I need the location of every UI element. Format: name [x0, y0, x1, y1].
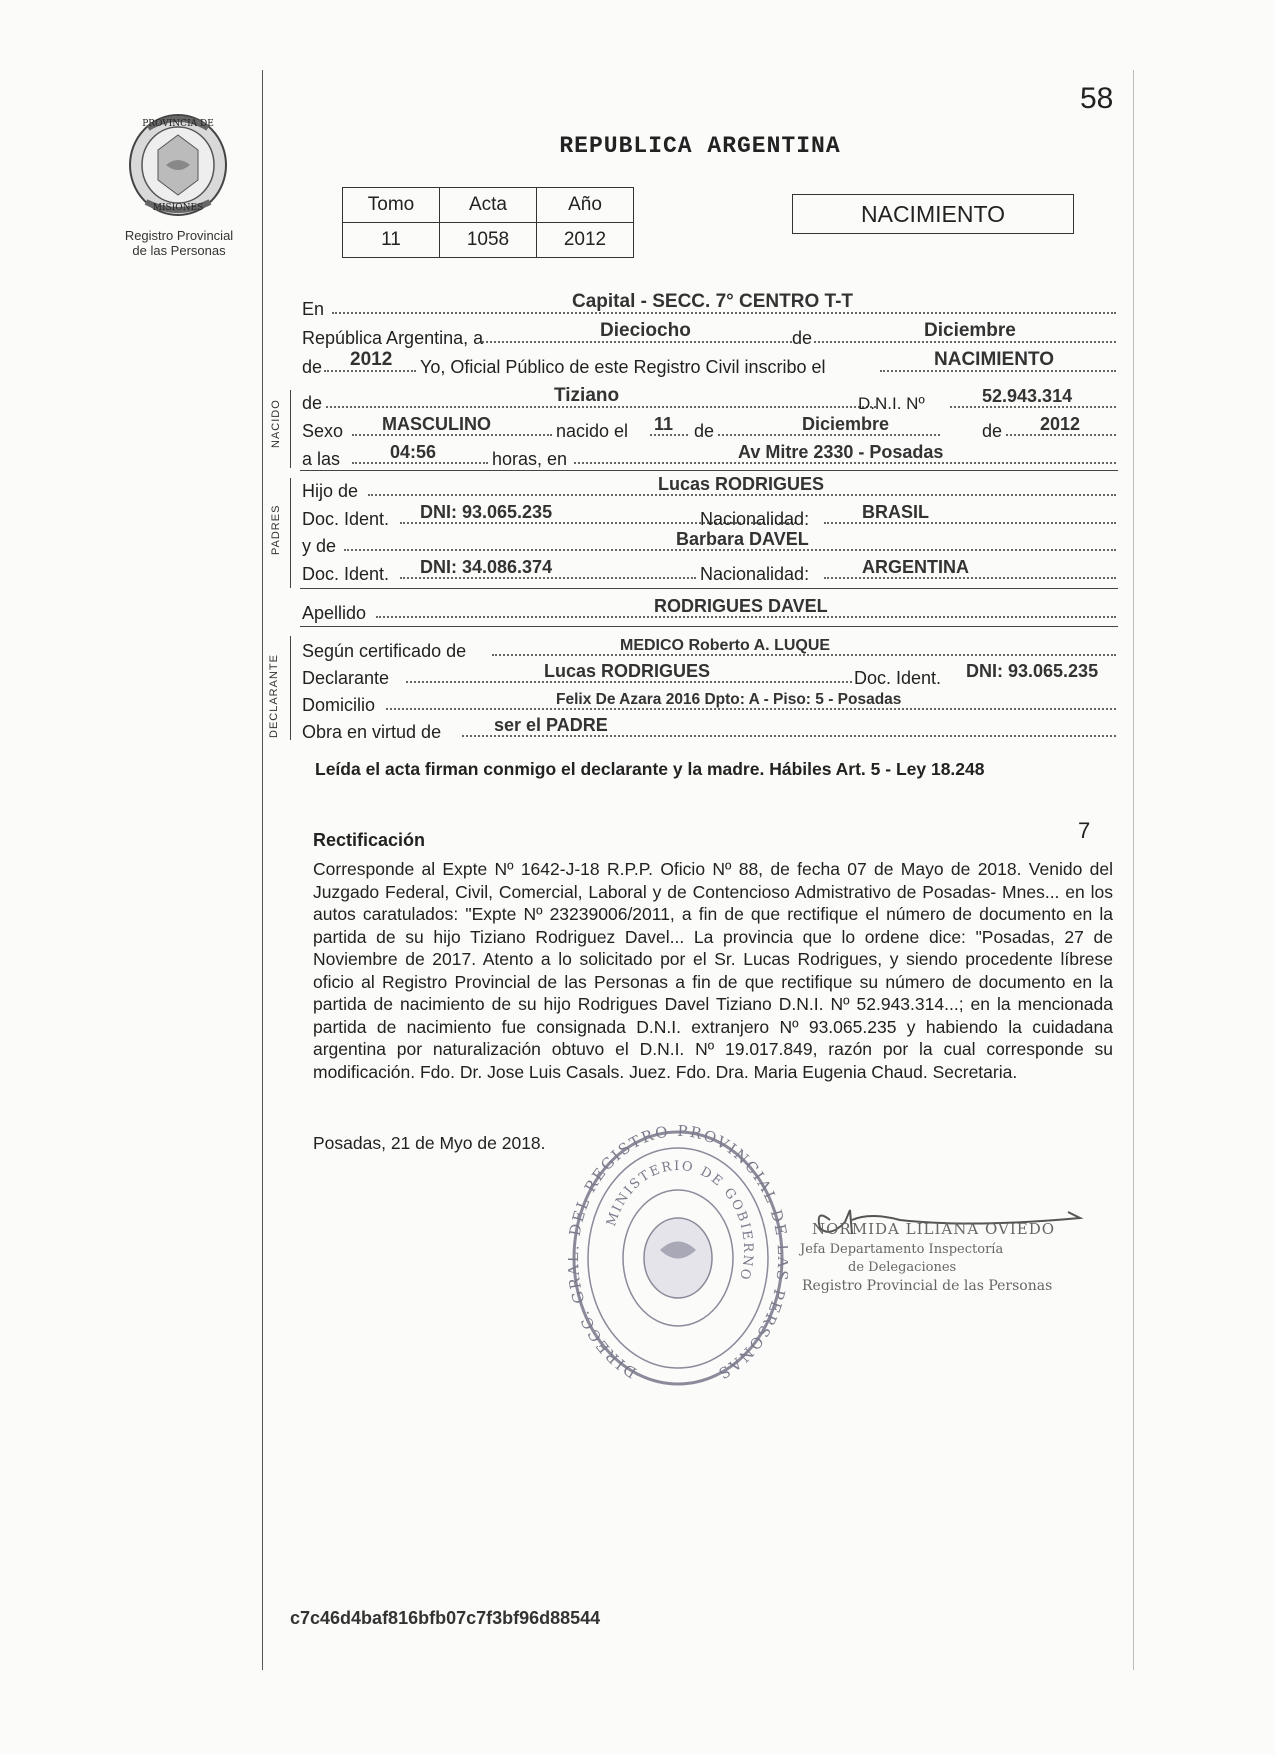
row-apellido: [302, 594, 1116, 624]
anio-texto: 2012: [350, 349, 393, 370]
acta-label: Acta: [440, 188, 537, 223]
misiones-seal: [118, 110, 238, 220]
seal-caption: [106, 228, 252, 258]
anio-label: Año: [537, 188, 634, 223]
side-label-padres: PADRES: [270, 504, 282, 555]
nac-de2-label: de: [982, 421, 1003, 441]
nacido-bracket: [290, 390, 291, 468]
side-label-declarante: DECLARANTE: [268, 654, 280, 738]
certificado: MEDICO Roberto A. LUQUE: [620, 637, 831, 654]
obra: ser el PADRE: [494, 715, 608, 735]
nombre: Tiziano: [554, 385, 620, 406]
padres-bracket: [290, 478, 291, 588]
dia-texto: Dieciocho: [600, 320, 691, 341]
doc2-label: Doc. Ident.: [302, 564, 390, 584]
document-hash: c7c46d4baf816bfb07c7f3bf96d88544: [290, 1608, 601, 1628]
rectificacion-title: Rectificación: [313, 830, 426, 850]
domicilio: Felix De Azara 2016 Dpto: A - Piso: 5 - Posadas: [556, 691, 902, 708]
official-stamp: [568, 1125, 788, 1395]
nac-anio: 2012: [1040, 414, 1081, 434]
row-hora: [302, 440, 1116, 470]
dni-value: 52.943.314: [982, 386, 1073, 406]
side-label-nacido: NACIDO: [270, 399, 282, 448]
republica-label: República Argentina, a: [302, 328, 484, 348]
hijo-label: Hijo de: [302, 481, 359, 501]
sexo-label: Sexo: [302, 421, 344, 441]
signatory-role-1: Jefa Departamento Inspectoría: [800, 1242, 1004, 1257]
cert-label: Según certificado de: [302, 641, 467, 661]
stamp-outer-text: DIRECC. G EL REGISTRO PROVINCIAL D PERSONAS: [568, 1125, 788, 1384]
apellido: RODRIGUES DAVEL: [654, 596, 828, 616]
row-padre-doc: [302, 500, 1116, 530]
obra-label: Obra en virtud de: [302, 722, 442, 742]
yde-label: y de: [302, 536, 337, 556]
row-nombre: [302, 384, 1116, 414]
rectificacion-signoff: Posadas, 21 de Myo de 2018.: [313, 1133, 546, 1153]
leida-statement: Leída el acta firman conmigo el declarante y la madre. Hábiles Art. 5 - Ley 18.248: [315, 759, 985, 779]
stamp-inner-text: MINISTERIO DE GOBIERNO: [604, 1158, 756, 1283]
madre-doc: DNI: 34.086.374: [420, 557, 553, 577]
tomo-value: 11: [343, 223, 440, 258]
hora: 04:56: [390, 442, 437, 462]
nac-dia: 11: [654, 414, 674, 434]
nac2-label: Nacionalidad:: [700, 564, 810, 584]
seal-text-top: PROVINCIA DE: [142, 119, 214, 129]
de-label: de: [792, 328, 813, 348]
mes-texto: Diciembre: [924, 320, 1016, 341]
madre-nacionalidad: ARGENTINA: [862, 557, 969, 577]
nac1-label: Nacionalidad:: [700, 509, 810, 529]
row-domicilio: [302, 686, 1116, 716]
page-number: 58: [1080, 82, 1114, 115]
row-fecha: [302, 319, 1116, 349]
declarante-doc: DNI: 93.065.235: [966, 661, 1099, 681]
padre-nacionalidad: BRASIL: [862, 502, 929, 522]
domicilio-label: Domicilio: [302, 695, 376, 715]
signatory-role-3: Registro Provincial de las Personas: [802, 1278, 1053, 1294]
row-declarante: [302, 659, 1116, 689]
padre-doc: DNI: 93.065.235: [420, 502, 553, 522]
seal-text-bottom: MISIONES: [152, 203, 204, 213]
row-padre: [302, 472, 1116, 502]
en-label: En: [302, 299, 325, 319]
row-en: [302, 290, 1116, 320]
doc1-label: Doc. Ident.: [302, 509, 390, 529]
lugar: Av Mitre 2330 - Posadas: [738, 442, 944, 462]
inscribo-label: Yo, Oficial Público de este Registro Civil inscribo el: [420, 357, 826, 377]
decl-doc-label: Doc. Ident.: [854, 668, 942, 688]
document-title: REPUBLICA ARGENTINA: [559, 133, 841, 159]
signature-block: [790, 1190, 1090, 1310]
row-obra: [302, 713, 1116, 743]
declarante: Lucas RODRIGUES: [544, 661, 711, 681]
nac-mes: Diciembre: [802, 414, 890, 434]
declarante-label: Declarante: [302, 668, 390, 688]
signatory-name: NORMIDA LILIANA OVIEDO: [812, 1220, 1056, 1238]
horas-en-label: horas, en: [492, 449, 568, 469]
de2-label: de: [302, 357, 323, 377]
madre-nombre: Barbara DAVEL: [676, 529, 809, 549]
signatory-role-2: de Delegaciones: [848, 1260, 957, 1275]
declarante-bracket: [290, 636, 291, 740]
row-sexo: [302, 412, 1116, 442]
alas-label: a las: [302, 449, 341, 469]
seal-caption-line-2: de las Personas: [132, 243, 226, 258]
tomo-label: Tomo: [343, 188, 440, 223]
padre-nombre: Lucas RODRIGUES: [658, 474, 825, 494]
seal-caption-line-1: Registro Provincial: [124, 228, 234, 243]
sexo-value: MASCULINO: [382, 414, 491, 434]
acto: NACIMIENTO: [934, 349, 1054, 370]
apellido-label: Apellido: [302, 603, 367, 623]
row-inscripcion: [302, 348, 1116, 378]
anio-value: 2012: [537, 223, 634, 258]
en-value: Capital - SECC. 7° CENTRO T-T: [572, 291, 854, 312]
dni-label: D.N.I. Nº: [858, 394, 925, 413]
record-type-box: NACIMIENTO: [792, 194, 1074, 234]
tomo-acta-anio-table: [342, 187, 634, 258]
acta-value: 1058: [440, 223, 537, 258]
nombre-label: de: [302, 393, 323, 413]
nacido-label: nacido el: [556, 421, 629, 441]
nac-de-label: de: [694, 421, 715, 441]
row-madre-doc: [302, 555, 1116, 585]
row-madre: [302, 527, 1116, 557]
rectificacion-number: 7: [1078, 818, 1091, 843]
rectificacion-body: Corresponde al Expte Nº 1642-J-18 R.P.P. Oficio Nº 88, de fecha 07 de Mayo de 2018. Venido del Juzgado Federal, Civil, Comercial, Laboral y de Contencioso Admistrativo de Posadas- Mnes... en los autos caratulados: "Expte Nº 23239006/2011, a fin de que rectifique el número de documento en la partida de su hijo Tiziano Rodriguez Davel... La provincia que lo ordene dice: "Posadas, 27 de Noviembre de 2017. Atento a lo solicitado por el Sr. Lucas Rodrigues, y siendo procedente líbrese oficio al Registro Provincial de las Personas a fin de que rectifique su número de documento en la partida de nacimiento de su hijo Rodrigues Davel Tiziano D.N.I. Nº 52.943.314...; en la mencionada partida de nacimiento fue consignada D.N.I. extranjero Nº 93.065.235 y habiendo la cuidadana argentina por naturalización obtuvo el D.N.I. Nº 19.017.849, razón por la cual corresponde su modificación. Fdo. Dr. Jose Luis Casals. Juez. Fdo. Dra. Maria Eugenia Chaud. Secretaria.: [313, 859, 1113, 1082]
row-certificado: [302, 632, 1116, 662]
